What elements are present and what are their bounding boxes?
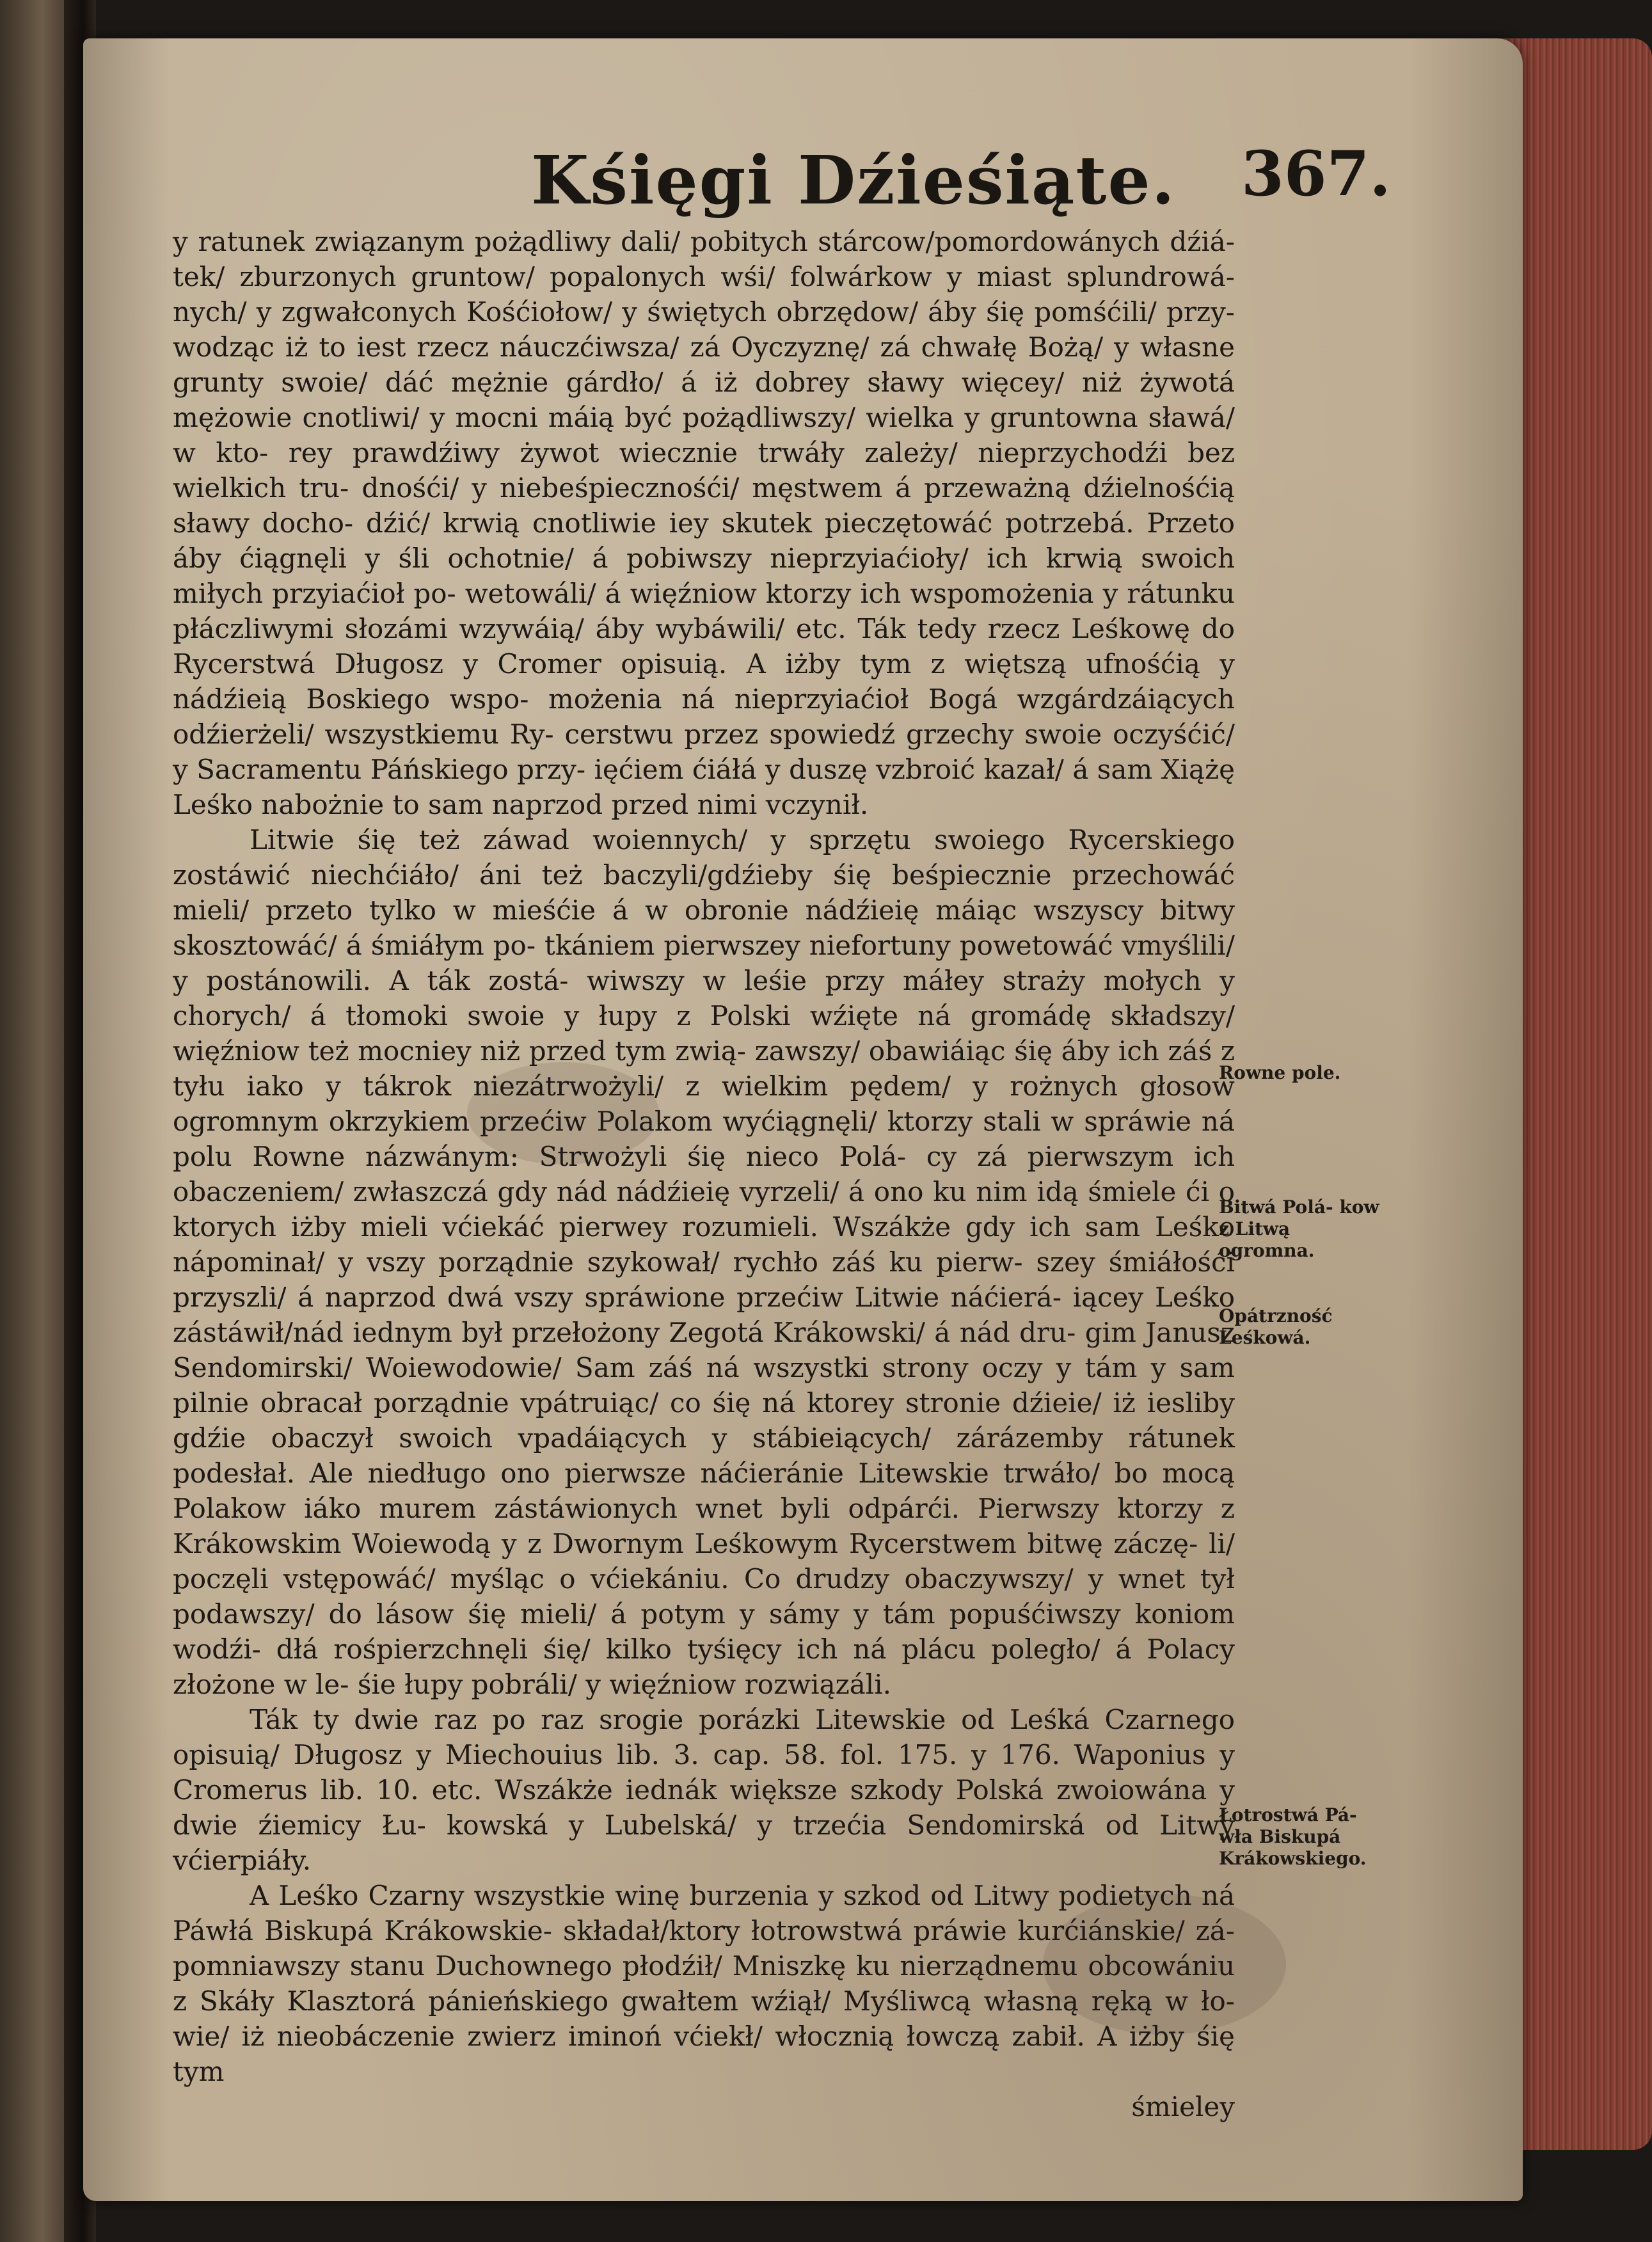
page-number: 367. bbox=[1241, 138, 1391, 210]
margin-note: Bitwá Polá- kow z Litwą ogromna. bbox=[1219, 1197, 1379, 1261]
paragraph: Litwie śię też záwad woiennych/ y sprzętu swoiego Rycerskiego zostáwić niechćiáło/ áni też baczyli/gdźieby śię beśpiecznie przechowáć mieli/ przeto tylko w mieśćie á w obronie nádźieię máiąc wszyscy bitwy skosztowáć/ á śmiáłym po- tkániem pierwszey niefortuny powetowáć vmyślili/ y postánowili. A ták zostá- wiwszy w leśie przy máłey straży mołych y chorych/ á tłomoki swoie y łupy z Polski wźięte ná gromádę składszy/ więźniow też mocniey niż przed tym zwią- zawszy/ obawiáiąc śię áby ich záś z tyłu iako y tákrok niezátrwożyli/ z wielkim pędem/ y rożnych głosow ogromnym okrzykiem przećiw Polakom wyćiągnęli/ ktorzy stali w spráwie ná polu Rowne názwánym: Strwożyli śię nieco Polá- cy zá pierwszym ich obaczeniem/ zwłaszczá gdy nád nádźieię vyrzeli/ á ono ku nim idą śmiele ći o ktorych iżby mieli vćiekáć pierwey rozumieli. Wszákże gdy ich sam Leśko nápominał/ y vszy porządnie szykował/ rychło záś ku pierw- szey śmiáłośći przyszli/ á naprzod dwá vszy spráwione przećiw Litwie náćierá- iącey Leśko zástáwił/nád iednym był przełożony Zegotá Krákowski/ á nád dru- gim Janusz Sendomirski/ Woiewodowie/ Sam záś ná wszystki strony oczy y tám y sam pilnie obracał porządnie vpátruiąc/ co śię ná ktorey stronie dźieie/ iż iesliby gdźie obaczył swoich vpadáiących y stábieiących/ zárázemby rátunek podesłał. Ale niedługo ono pierwsze náćieránie Litewskie trwáło/ bo mocą Polakow iáko murem zástáwionych wnet byli odpárći. Pierwszy ktorzy z Krákowskim Woiewodą y z Dwornym Leśkowym Rycerstwem bitwę záczę- li/ poczęli vstępowáć/ myśląc o vćiekániu. Co drudzy obaczywszy/ y wnet tył podawszy/ do lásow śię mieli/ á potym y sámy y tám popuśćiwszy koniom wodźi- dłá rośpierzchnęli śię/ kilko tyśięcy ich ná plácu poległo/ á Polacy złożone w le- śie łupy pobráli/ y więźniow rozwiązáli. bbox=[173, 824, 1235, 1700]
paragraph: Ták ty dwie raz po raz srogie porázki Litewskie od Leśká Czarnego opisuią/ Długosz y Miechouius lib. 3. cap. 58. fol. 175. y 176. Waponius y Cromerus lib. 10. etc. Wszákże iednák większe szkody Polská zwoiowána y dwie źiemicy Łu- kowská y Lubelská/ y trzećia Sendomirská od Litwy vćierpiáły. bbox=[173, 1704, 1235, 1876]
paragraph: A Leśko Czarny wszystkie winę burzenia y szkod od Litwy podietych ná Páwłá Biskupá Krákowskie- składał/ktory łotrowstwá práwie kurćiánskie/ zá- pomniawszy stanu Duchownego płodźił/ Mniszkę ku nierządnemu obcowániu z Skáły Klasztorá pánieńskiego gwałtem wźiął/ Myśliwcą własną ręką w ło- wie/ iż nieobáczenie zwierz iminoń vćiekł/ włocznią łowczą zabił. A iżby śię tym bbox=[173, 1880, 1235, 2087]
margin-note: Łotrostwá Pá- wła Biskupá Krákowskiego. bbox=[1219, 1804, 1367, 1869]
running-head-title: Kśięgi Dźieśiąte. bbox=[531, 141, 1176, 219]
catchword: śmieley bbox=[1131, 2091, 1235, 2122]
paragraph: y ratunek związanym pożądliwy dali/ pobitych stárcow/pomordowánych dźiá- tek/ zburzonych gruntow/ popalonych wśi/ folwárkow y miast splundrowá- nych/ y zgwałconych Kośćiołow/ y świętych obrzędow/ áby śię pomśćili/ przy- wodząc iż to iest rzecz náuczćiwsza/ zá Oyczyznę/ zá chwałę Bożą/ y własne grunty swoie/ dáć mężnie gárdło/ á iż dobrey sławy więcey/ niż żywotá mężowie cnotliwi/ y mocni máią być pożądliwszy/ wielka y gruntowna sławá/ w kto- rey prawdźiwy żywot wiecznie trwáły zależy/ nieprzychodźi bez wielkich tru- dnośći/ y niebeśpiecznośći/ męstwem á przeważną dźielnośćią sławy docho- dźić/ krwią cnotliwie iey skutek pieczętowáć potrzebá. Przeto áby ćiągnęli y śli ochotnie/ á pobiwszy nieprzyiaćioły/ ich krwią swoich miłych przyiaćioł po- wetowáli/ á więźniow ktorzy ich wspomożenia y rátunku płáczliwymi słozámi wzywáią/ áby wybáwili/ etc. Ták tedy rzecz Leśkowę do Rycerstwá Długosz y Cromer opisuią. A iżby tym z więtszą ufnośćią y nádźieią Boskiego wspo- możenia ná nieprzyiaćioł Bogá wzgárdzáiących odźierżeli/ wszystkiemu Ry- cerstwu przez spowiedź grzechy swoie oczyśćić/ y Sacramentu Páńskiego przy- ięćiem ćiáłá y duszę vzbroić kazał/ á sam Xiążę Leśko nabożnie to sam naprzod przed nimi vczynił. bbox=[173, 226, 1235, 820]
margin-note: Rowne pole. bbox=[1219, 1062, 1341, 1083]
margin-note: Opátrzność Leśkowá. bbox=[1219, 1305, 1333, 1348]
body-text bbox=[173, 224, 1235, 2124]
